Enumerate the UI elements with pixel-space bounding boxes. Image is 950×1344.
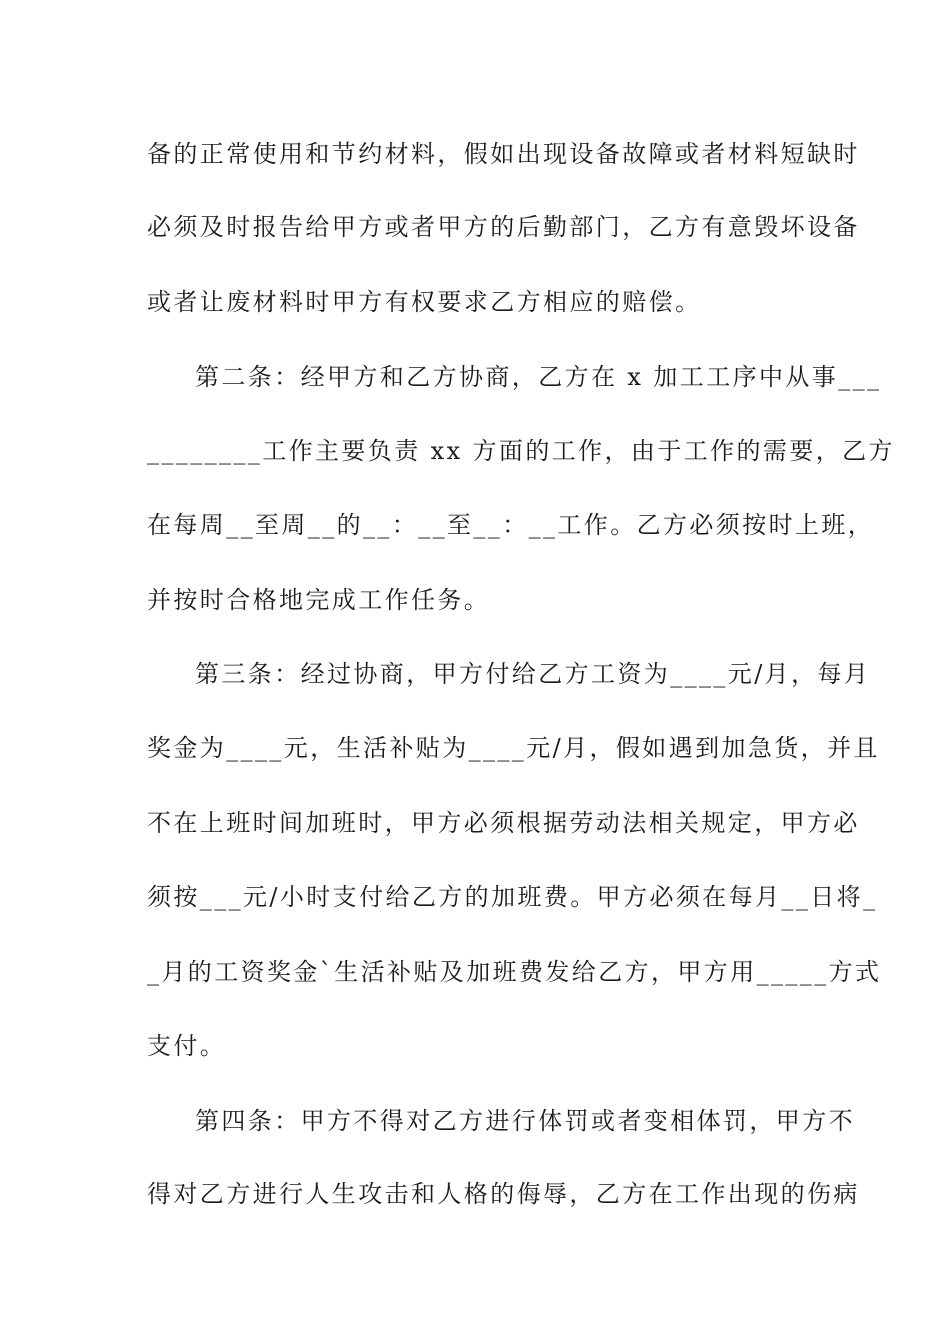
text-line: _月的工资奖金`生活补贴及加班费发给乙方，甲方用_____方式 [147, 958, 882, 986]
article-4-heading-line: 第四条：甲方不得对乙方进行体罚或者变相体罚，甲方不 [195, 1107, 855, 1135]
article-3-heading-line: 第三条：经过协商，甲方付给乙方工资为____元/月，每月 [195, 660, 871, 688]
text-line: 不在上班时间加班时，甲方必须根据劳动法相关规定，甲方必 [147, 809, 860, 837]
text-line: 备的正常使用和节约材料，假如出现设备故障或者材料短缺时 [147, 140, 860, 168]
text-line: 须按___元/小时支付给乙方的加班费。甲方必须在每月__日将_ [147, 883, 878, 911]
article-2-heading-line: 第二条：经甲方和乙方协商，乙方在 x 加工工序中从事___ [195, 363, 882, 391]
text-line: ________工作主要负责 xx 方面的工作，由于工作的需要，乙方 [147, 437, 895, 465]
text-line: 得对乙方进行人生攻击和人格的侮辱，乙方在工作出现的伤病 [147, 1180, 860, 1208]
text-line: 并按时合格地完成工作任务。 [147, 586, 491, 614]
text-line: 或者让废材料时甲方有权要求乙方相应的赔偿。 [147, 288, 702, 316]
text-line: 支付。 [147, 1032, 227, 1060]
text-line: 奖金为____元，生活补贴为____元/月，假如遇到加急货，并且 [147, 734, 880, 762]
text-line: 在每周__至周__的__：__至__：__工作。乙方必须按时上班， [147, 511, 875, 539]
text-line: 必须及时报告给甲方或者甲方的后勤部门，乙方有意毁坏设备 [147, 213, 860, 241]
